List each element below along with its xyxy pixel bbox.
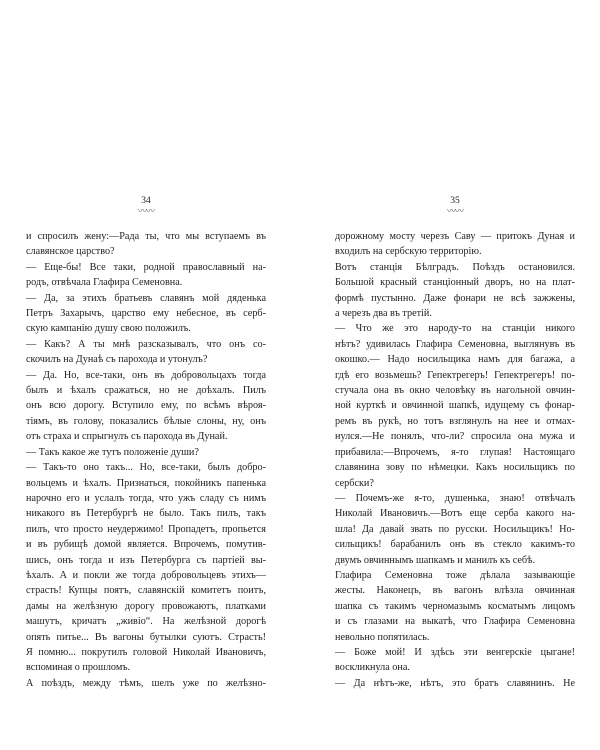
right-page-number: 35: [450, 196, 460, 206]
text-line: Я помню... покрутилъ головой Николай Ивановичъ,: [26, 646, 266, 658]
text-line: — Такъ какое же тутъ положеніе души?: [26, 446, 199, 458]
text-line: окошко.— Надо носильщика намъ для багажа, а: [335, 354, 575, 366]
text-line: Петръ Захарычъ, царство ему небесное, въ серб-: [26, 308, 266, 320]
text-line: формѣ пустынно. Даже фонари не всѣ зажжены,: [335, 292, 575, 304]
text-line: шла! Да давай звать по русски. Носильщикъ! Но-: [335, 523, 575, 535]
text-line: — Еще-бы! Все таки, родной православный на-: [26, 261, 266, 273]
text-line: пилъ, что просто неудержимо! Пропадетъ, пропьется: [26, 523, 266, 535]
text-line: Николай Ивановичъ.—Вотъ еще серба какого на-: [335, 508, 575, 520]
text-line: и съ глазами на выкатѣ, что Глафира Семеновна: [335, 616, 575, 628]
text-line: ремъ въ рукѣ, но тотъ взглянулъ на нее и отмах-: [335, 415, 575, 427]
text-line: Глафира Семеновна тоже дѣлала зазывающіе: [335, 569, 575, 581]
left-page-text: [26, 229, 266, 691]
text-line: — Да, за этихъ братьевъ славянъ мой дяденька: [26, 292, 266, 304]
text-line: — Боже мой! И здѣсь эти венгерскіе цыгане!: [335, 646, 575, 658]
text-line: нѣтъ? удивилась Глафира Семеновна, выглянувъ въ: [335, 338, 575, 350]
text-line: вспоминая о прошломъ.: [26, 662, 131, 674]
text-line: страсть! Купцы поятъ, славянскій комитетъ поитъ,: [26, 585, 266, 597]
text-line: гдѣ его возьмешь? Гепектрегеръ! Гепектрегеръ! по-: [335, 369, 575, 381]
text-line: родъ, отвѣчала Глафира Семеновна.: [26, 277, 183, 289]
text-line: славянское царство?: [26, 246, 115, 258]
text-line: нарочно его и услалъ тогда, что ужъ сладу съ нимъ: [26, 492, 266, 504]
text-line: невольно попятилась.: [335, 631, 430, 643]
text-line: опять питье... Въ вагоны бутылки суютъ. Страсть!: [26, 631, 266, 643]
text-line: скочилъ на Дунаѣ съ парохода и утонулъ?: [26, 354, 208, 366]
text-line: прибавила:—Впрочемъ, я-то глупая! Настоящаго: [335, 446, 575, 458]
right-page-ornament: 〰〰: [446, 206, 463, 216]
text-line: воскликнула она.: [335, 662, 410, 674]
text-line: — Да. Но, все-таки, онъ въ добровольцахъ тогда: [26, 369, 266, 381]
text-line: машутъ, кричатъ „живіо“. На желѣзной дорогѣ: [26, 616, 266, 628]
text-line: отъ страха и спрыгнулъ съ парохода въ Дунай.: [26, 431, 228, 443]
left-page-header: [26, 195, 266, 219]
text-line: — Что же это народу-то на станціи никого: [335, 323, 575, 335]
text-line: Большой красный станціонный дворъ, но на плат-: [335, 277, 575, 289]
text-line: — Какъ? А ты мнѣ разсказывалъ, что онъ со-: [26, 338, 266, 350]
text-line: ѣхалъ. А и покли же тогда добровольцевъ этихъ—: [26, 569, 266, 581]
text-line: а черезъ два въ третій.: [335, 308, 432, 320]
text-line: шапка съ такимъ черномазымъ косматымъ лицомъ: [335, 600, 575, 612]
text-line: — Такъ-то оно такъ... Но, все-таки, былъ добро-: [26, 462, 266, 474]
text-line: вольцемъ и ѣхалъ. Признаться, покойникъ папенька: [26, 477, 266, 489]
text-line: тіямъ, въ голову, показались бѣлые слоны, ну, онъ: [26, 415, 266, 427]
text-line: ной курткѣ и овчинной шапкѣ, идущему съ фонар-: [335, 400, 575, 412]
text-line: и спросилъ жену:—Рада ты, что мы вступаемъ въ: [26, 231, 266, 242]
text-line: шись, онъ тогда и изъ Петербурга съ партіей вы-: [26, 554, 266, 566]
text-line: сербски?: [335, 477, 374, 489]
text-line: входилъ на сербскую территорію.: [335, 246, 482, 258]
right-page: [335, 195, 575, 691]
text-line: жесты. Наконецъ, въ вагонъ влѣзла овчинная: [335, 585, 575, 597]
text-line: А поѣздъ, между тѣмъ, шелъ уже по желѣзно-: [26, 677, 266, 689]
text-line: и въ рубищѣ домой является. Впрочемъ, помутив-: [26, 539, 266, 551]
text-line: дорожному мосту черезъ Саву — притокъ Дуная и: [335, 231, 575, 242]
text-line: стучала она въ окно человѣку въ нагольной овчин-: [335, 385, 575, 397]
text-line: онъ всю дорогу. Вступило ему, по всѣмъ вѣроя-: [26, 400, 266, 412]
right-page-header: [335, 195, 575, 219]
text-line: былъ и ѣхалъ сражаться, но не доѣхалъ. Пилъ: [26, 385, 266, 397]
left-page: [26, 195, 266, 691]
text-line: — Почемъ-же я-то, душенька, знаю! отвѣчалъ: [335, 492, 575, 504]
text-line: нулся.—Не понялъ, что-ли? спросила она мужа и: [335, 431, 575, 443]
text-line: скую кампанію душу свою положилъ.: [26, 323, 191, 335]
text-line: двумъ овчиннымъ шапкамъ и манилъ къ себѣ.: [335, 554, 536, 566]
text-line: — Да нѣтъ-же, нѣтъ, это братъ славянинъ. Не: [335, 677, 575, 689]
text-line: дамы на желѣзную дорогу провожаютъ, платками: [26, 600, 266, 612]
text-line: Вотъ станція Бѣлградъ. Поѣздъ остановился.: [335, 261, 575, 273]
text-line: сильщикъ! барабанилъ онъ въ стекло какимъ-то: [335, 539, 575, 551]
left-page-number: 34: [141, 196, 151, 206]
right-page-text: [335, 229, 575, 691]
left-page-ornament: 〰〰: [137, 206, 154, 216]
text-line: славянина зову по нѣмецки. Какъ носильщикъ по: [335, 462, 575, 474]
text-line: никакого въ Петербургѣ не было. Такъ пилъ, такъ: [26, 508, 266, 520]
